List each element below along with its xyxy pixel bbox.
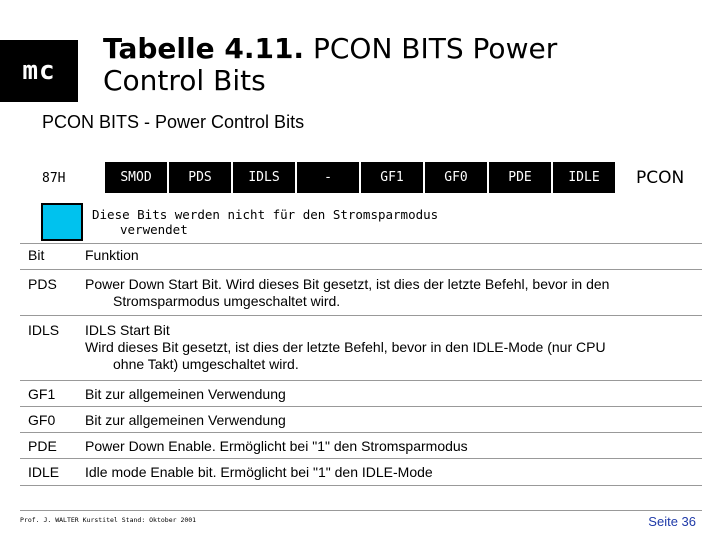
footer-divider (20, 510, 702, 511)
row-bit: PDS (28, 276, 57, 292)
page-number: Seite 36 (648, 514, 696, 529)
table-row (28, 438, 700, 455)
row-function (85, 386, 700, 403)
register-bit-pde: PDE (489, 162, 551, 193)
register-address: 87H (42, 171, 66, 186)
row-function (85, 412, 700, 429)
divider (20, 458, 702, 459)
legend-color-swatch (41, 203, 83, 241)
divider (20, 315, 702, 316)
subtitle: PCON BITS - Power Control Bits (42, 112, 305, 132)
row-function (85, 464, 700, 481)
row-function-line: Bit zur allgemeinen Verwendung (85, 412, 286, 428)
row-function-line: Stromsparmodus umgeschaltet wird. (113, 293, 341, 309)
table-row (28, 464, 700, 481)
row-bit: IDLE (28, 464, 60, 480)
table-row (28, 276, 700, 310)
header-function: Funktion (85, 247, 139, 263)
register-bit-gf1: GF1 (361, 162, 423, 193)
table-row (28, 386, 700, 403)
legend-text (92, 207, 452, 237)
row-function-line: Bit zur allgemeinen Verwendung (85, 386, 286, 402)
row-function-line: Power Down Start Bit. Wird dieses Bit gesetzt, ist dies der letzte Befehl, bevor in den (85, 276, 610, 292)
register-bit-pds: PDS (169, 162, 231, 193)
row-function-line: Power Down Enable. Ermöglicht bei "1" den Stromsparmodus (85, 438, 468, 454)
row-function-line: IDLS Start Bit (85, 322, 170, 338)
table-header (28, 247, 700, 264)
divider (20, 243, 702, 244)
legend-line-1: Diese Bits werden nicht für den Stromsparmodus (92, 207, 439, 222)
register-bit-unused: - (297, 162, 359, 193)
row-function (85, 276, 700, 310)
header-bit: Bit (28, 247, 45, 263)
register-bit-smod: SMOD (105, 162, 167, 193)
row-bit: PDE (28, 438, 57, 454)
divider (20, 485, 702, 486)
row-function-line: Idle mode Enable bit. Ermöglicht bei "1" den IDLE-Mode (85, 464, 433, 480)
title-text: PCON BITS Power Control Bits (103, 32, 558, 97)
row-function-line: ohne Takt) umgeschaltet wird. (113, 356, 299, 372)
footer-info: Prof. J. WALTER Kurstitel Stand: Oktober 2001 (20, 516, 197, 524)
table-number: Tabelle 4.11. (103, 32, 305, 65)
divider (20, 406, 702, 407)
divider (20, 269, 702, 270)
slide-title (103, 33, 663, 97)
row-bit: GF1 (28, 386, 56, 402)
row-function-line: Wird dieses Bit gesetzt, ist dies der letzte Befehl, bevor in den IDLE-Mode (nur CPU (85, 339, 606, 355)
divider (20, 380, 702, 381)
legend-line-2: verwendet (120, 222, 188, 237)
divider (20, 432, 702, 433)
register-name: PCON (636, 168, 685, 188)
register-bit-idle: IDLE (553, 162, 615, 193)
row-function (85, 438, 700, 455)
row-function (85, 322, 700, 373)
row-bit: IDLS (28, 322, 60, 338)
register-bit-idls: IDLS (233, 162, 295, 193)
row-bit: GF0 (28, 412, 56, 428)
table-row (28, 322, 700, 373)
register-bits (105, 162, 615, 193)
table-row (28, 412, 700, 429)
logo: mc (0, 40, 78, 102)
register-bit-gf0: GF0 (425, 162, 487, 193)
